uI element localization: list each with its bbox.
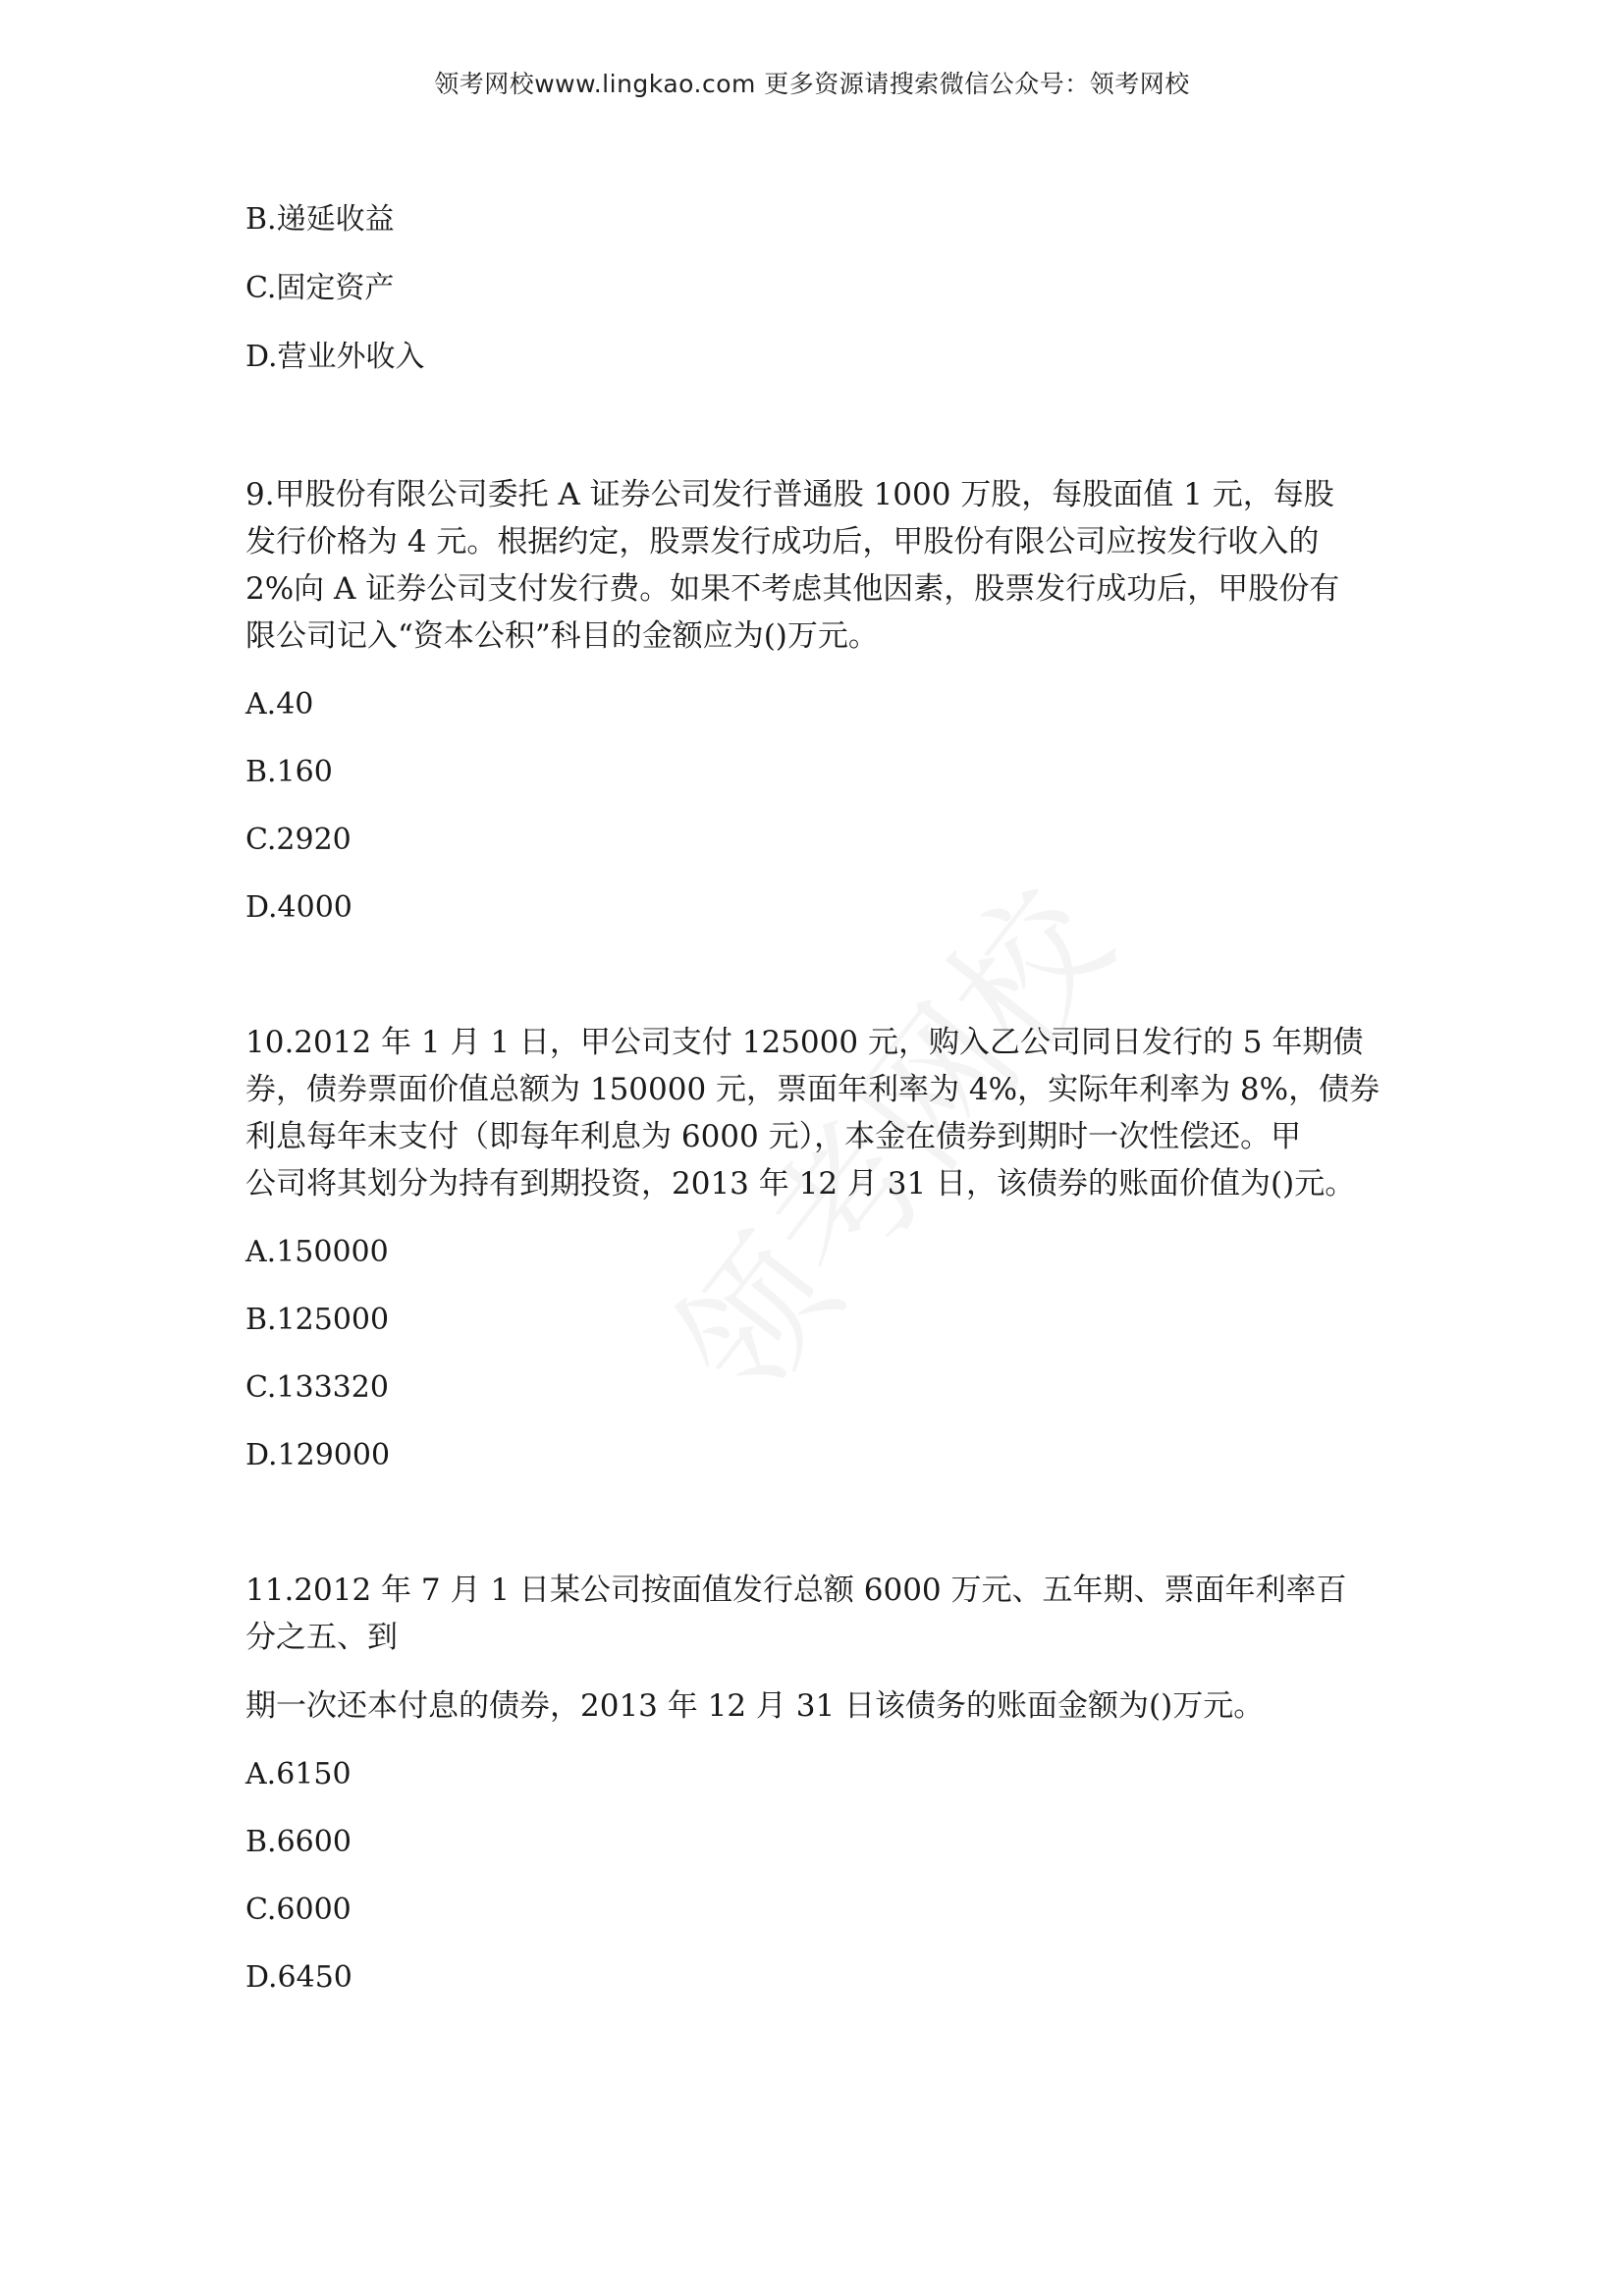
question-text-line: 2%向 A 证券公司支付发行费。如果不考虑其他因素，股票发行成功后，甲股份有 (245, 571, 1340, 607)
option-item: C.6000 (245, 1893, 352, 1927)
option-item: A.40 (245, 687, 314, 721)
question-text-line: 限公司记入“资本公积”科目的金额应为()万元。 (245, 618, 879, 654)
option-item: B.递延收益 (245, 202, 395, 237)
option-item: D.营业外收入 (245, 340, 425, 374)
question-text-line: 9.甲股份有限公司委托 A 证券公司发行普通股 1000 万股，每股面值 1 元，每股 (245, 477, 1334, 512)
option-item: B.160 (245, 755, 333, 789)
option-item: A.150000 (245, 1235, 389, 1269)
option-item: D.129000 (245, 1438, 391, 1472)
option-item: B.125000 (245, 1303, 390, 1337)
option-item: C.133320 (245, 1370, 389, 1405)
question-text-line: 券，债券票面价值总额为 150000 元，票面年利率为 4%，实际年利率为 8%，债券 (245, 1072, 1380, 1107)
option-item: A.6150 (245, 1757, 352, 1791)
question-text-line: 11.2012 年 7 月 1 日某公司按面值发行总额 6000 万元、五年期、票面年利率百 (245, 1573, 1347, 1608)
question-text-line: 公司将其划分为持有到期投资，2013 年 12 月 31 日，该债券的账面价值为()元。 (245, 1166, 1356, 1201)
question-text-line: 分之五、到 (245, 1620, 398, 1655)
question-text-line: 发行价格为 4 元。根据约定，股票发行成功后，甲股份有限公司应按发行收入的 (245, 524, 1320, 560)
question-text-line: 期一次还本付息的债券，2013 年 12 月 31 日该债务的账面金额为()万元。 (245, 1688, 1265, 1724)
question-text-line: 利息每年末支付（即每年利息为 6000 元），本金在债券到期时一次性偿还。甲 (245, 1119, 1302, 1154)
option-item: D.6450 (245, 1960, 352, 1995)
question-text-line: 10.2012 年 1 月 1 日，甲公司支付 125000 元，购入乙公司同日发行的 5 年期债 (245, 1025, 1364, 1060)
option-item: C.固定资产 (245, 271, 395, 305)
option-item: C.2920 (245, 823, 352, 857)
option-item: D.4000 (245, 890, 352, 925)
page-header: 领考网校www.lingkao.com 更多资源请搜索微信公众号：领考网校 (434, 70, 1190, 98)
option-item: B.6600 (245, 1825, 352, 1859)
